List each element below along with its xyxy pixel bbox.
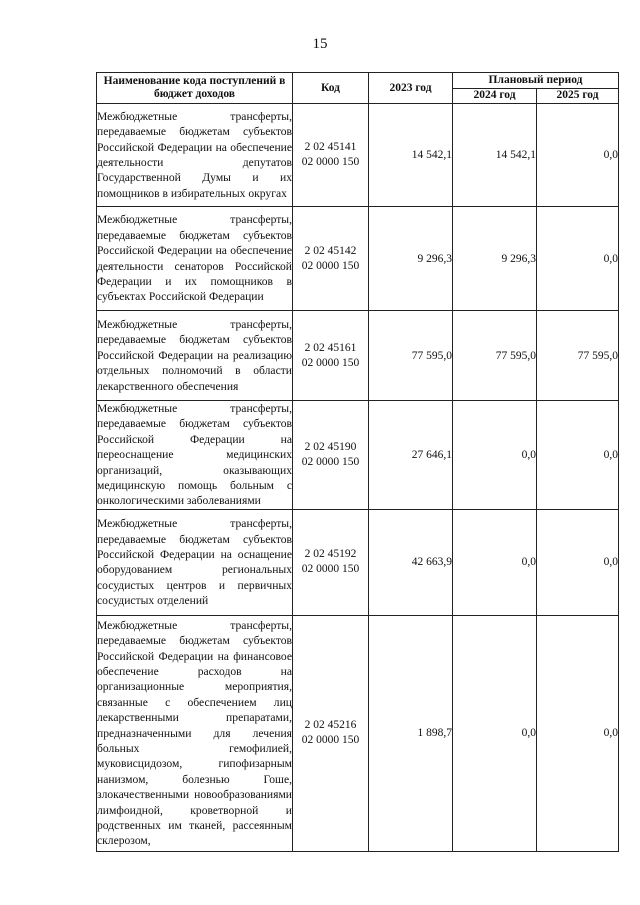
row-value-2025: 0,0	[537, 615, 619, 851]
row-name: Межбюджетные трансферты, передаваемые бюджетам субъектов Российской Федерации на обеспечение деятельности сенаторов Российской Федерации и их помощников в субъектах Российской Федерации	[97, 207, 293, 311]
row-value-2024: 0,0	[453, 401, 537, 510]
row-name: Межбюджетные трансферты, передаваемые бюджетам субъектов Российской Федерации на реализацию отдельных полномочий в области лекарственного обеспечения	[97, 311, 293, 401]
row-value-2023: 9 296,3	[369, 207, 453, 311]
table-row	[97, 311, 619, 401]
row-value-2025: 0,0	[537, 509, 619, 615]
row-value-2024: 14 542,1	[453, 104, 537, 207]
row-value-2024: 77 595,0	[453, 311, 537, 401]
row-code: 2 02 45142 02 0000 150	[293, 207, 369, 311]
row-value-2023: 42 663,9	[369, 509, 453, 615]
row-name: Межбюджетные трансферты, передаваемые бюджетам субъектов Российской Федерации на обеспечение деятельности депутатов Государственной Думы и их помощников в избирательных округах	[97, 104, 293, 207]
header-code: Код	[293, 73, 369, 104]
table-row	[97, 207, 619, 311]
page-number: 15	[312, 36, 328, 52]
row-value-2024: 9 296,3	[453, 207, 537, 311]
row-code: 2 02 45190 02 0000 150	[293, 401, 369, 510]
header-plan-period: Плановый период	[453, 73, 619, 89]
row-value-2023: 27 646,1	[369, 401, 453, 510]
row-value-2024: 0,0	[453, 509, 537, 615]
row-value-2023: 14 542,1	[369, 104, 453, 207]
row-name: Межбюджетные трансферты, передаваемые бюджетам субъектов Российской Федерации на переоснащение медицинских организаций, оказывающих медицинскую помощь больным с онкологическими заболеваниями	[97, 402, 292, 508]
row-code: 2 02 45161 02 0000 150	[293, 311, 369, 401]
row-value-2025: 0,0	[537, 401, 619, 510]
row-name: Межбюджетные трансферты, передаваемые бюджетам субъектов Российской Федерации на оснащение оборудованием региональных сосудистых центров и первичных сосудистых отделений	[97, 509, 293, 615]
table-row	[97, 615, 619, 851]
row-value-2025: 77 595,0	[537, 311, 619, 401]
budget-revenue-table	[96, 72, 619, 852]
table-row	[97, 401, 619, 510]
row-value-2024: 0,0	[453, 615, 537, 851]
header-year-2023: 2023 год	[369, 73, 453, 104]
table-row	[97, 509, 619, 615]
row-name: Межбюджетные трансферты, передаваемые бюджетам субъектов Российской Федерации на финансовое обеспечение расходов на организационные мероприятия, связанные с обеспечением лиц лекарственными препаратами, предназначенными для лечения больных гемофилией, муковисцидозом, гипофизарным нанизмом, болезнью Гоше, злокачественными новообразованиями лимфоидной, кроветворной и родственных им тканей, рассеянным склерозом,	[97, 615, 293, 851]
row-code: 2 02 45216 02 0000 150	[293, 615, 369, 851]
table-row	[97, 104, 619, 207]
row-value-2025: 0,0	[537, 104, 619, 207]
row-value-2023: 77 595,0	[369, 311, 453, 401]
header-name: Наименование кода поступлений в бюджет доходов	[97, 73, 293, 104]
row-code: 2 02 45192 02 0000 150	[293, 509, 369, 615]
row-value-2025: 0,0	[537, 207, 619, 311]
header-year-2024: 2024 год	[453, 88, 537, 104]
row-code: 2 02 45141 02 0000 150	[293, 104, 369, 207]
header-year-2025: 2025 год	[537, 88, 619, 104]
row-value-2023: 1 898,7	[369, 615, 453, 851]
